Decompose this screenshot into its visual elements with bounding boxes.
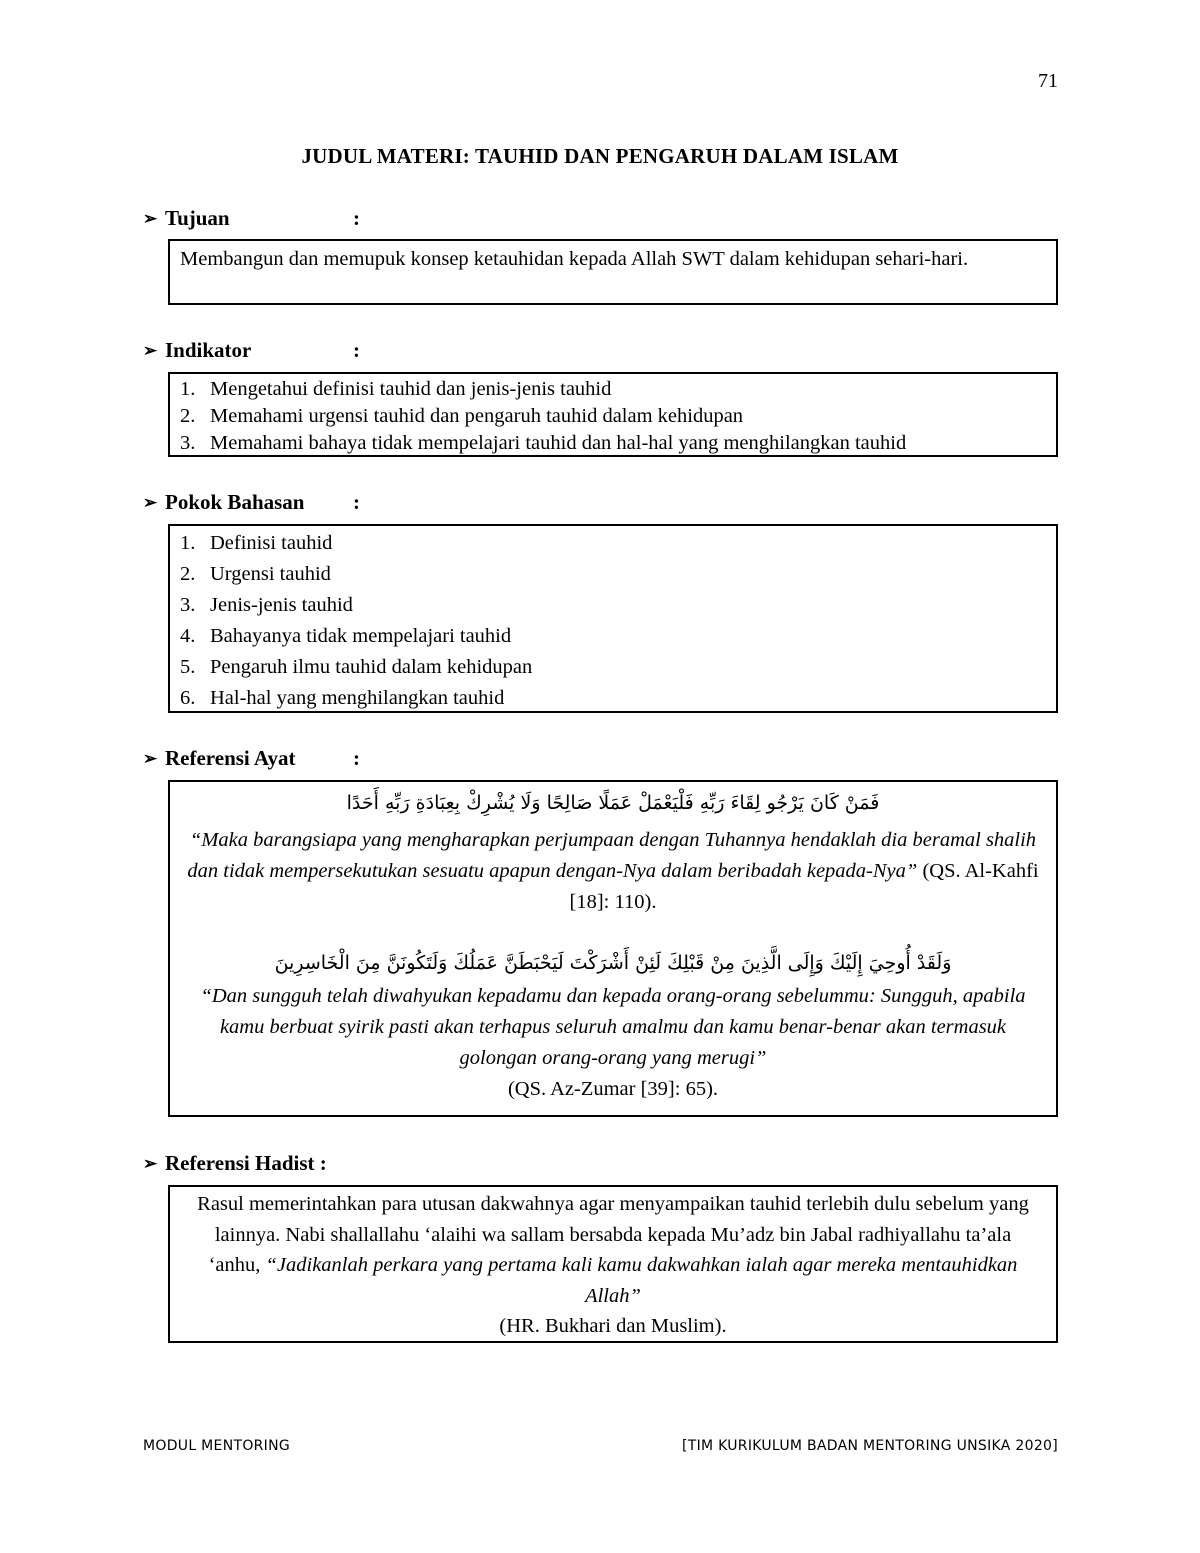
list-item: 5. Pengaruh ilmu tauhid dalam kehidupan xyxy=(180,656,533,678)
section-label: Indikator xyxy=(165,338,252,362)
section-label: Pokok Bahasan xyxy=(165,490,305,514)
section-colon: : xyxy=(353,206,360,230)
section-heading-tujuan xyxy=(143,206,360,231)
section-label: Referensi Ayat xyxy=(165,746,296,770)
list-item: 1. Definisi tauhid xyxy=(180,532,333,554)
ayat-1-arabic: فَمَنْ كَانَ يَرْجُو لِقَاءَ رَبِّهِ فَلْيَعْمَلْ عَمَلًا صَالِحًا وَلَا يُشْرِكْ بِعِبَادَةِ رَبِّهِ أَحَدًا xyxy=(346,792,880,814)
pokok-bahasan-box xyxy=(168,524,1058,713)
arrow-bullet-icon: ➢ xyxy=(143,1153,158,1173)
hadist-text: Rasul memerintahkan para utusan dakwahnya agar menyampaikan tauhid terlebih dulu sebelum yang lainnya. Nabi shallallahu ‘alaihi wa sallam bersabda kepada Mu’adz bin Jabal radhiyallahu ta’ala ‘anhu, xyxy=(197,1193,1029,1276)
hadist-quote: “Jadikanlah perkara yang pertama kali kamu dakwahkan ialah agar mereka mentauhidkan Allah” xyxy=(265,1254,1018,1307)
list-item: 3. Jenis-jenis tauhid xyxy=(180,594,353,616)
arrow-bullet-icon: ➢ xyxy=(143,208,158,228)
footer-left: MODUL MENTORING xyxy=(143,1438,291,1454)
indikator-list xyxy=(180,376,1046,457)
section-heading-referensi-hadist xyxy=(143,1151,327,1176)
ayat-1-translation: “Maka barangsiapa yang mengharapkan perjumpaan dengan Tuhannya hendaklah dia beramal shalih dan tidak mempersekutukan sesuatu apapun dengan-Nya dalam beribadah kepada-Nya” xyxy=(187,829,1037,882)
arrow-bullet-icon: ➢ xyxy=(143,492,158,512)
page-number: 71 xyxy=(1038,70,1058,92)
section-label: Tujuan xyxy=(165,206,230,230)
ayat-2-source: (QS. Az-Zumar [39]: 65). xyxy=(507,1078,719,1100)
referensi-hadist-box xyxy=(168,1185,1058,1343)
section-heading-indikator xyxy=(143,338,360,363)
section-label: Referensi Hadist : xyxy=(165,1151,327,1175)
section-heading-referensi-ayat xyxy=(143,746,360,771)
tujuan-text: Membangun dan memupuk konsep ketauhidan kepada Allah SWT dalam kehidupan sehari-hari. xyxy=(180,248,969,270)
list-item: 2. Urgensi tauhid xyxy=(180,563,331,585)
hadist-text-block xyxy=(188,1189,1038,1311)
list-item: 2. Memahami urgensi tauhid dan pengaruh tauhid dalam kehidupan xyxy=(180,405,744,427)
ayat-2-arabic: وَلَقَدْ أُوحِيَ إِلَيْكَ وَإِلَى الَّذِينَ مِنْ قَبْلِكَ لَئِنْ أَشْرَكْتَ لَيَحْبَطَنَّ عَمَلُكَ وَلَتَكُونَنَّ مِنَ الْخَاسِرِينَ xyxy=(274,952,952,974)
ayat-1-source: (QS. Al-Kahfi [18]: 110). xyxy=(569,860,1039,913)
arrow-bullet-icon: ➢ xyxy=(143,748,158,768)
list-item: 1. Mengetahui definisi tauhid dan jenis-jenis tauhid xyxy=(180,378,612,400)
list-item: 4. Bahayanya tidak mempelajari tauhid xyxy=(180,625,512,647)
section-colon: : xyxy=(353,746,360,770)
section-colon: : xyxy=(353,338,360,362)
list-item: 6. Hal-hal yang menghilangkan tauhid xyxy=(180,687,505,709)
hadist-source: (HR. Bukhari dan Muslim). xyxy=(499,1315,727,1337)
section-colon: : xyxy=(353,490,360,514)
page-title: JUDUL MATERI: TAUHID DAN PENGARUH DALAM ISLAM xyxy=(301,144,899,168)
footer-right: [TIM KURIKULUM BADAN MENTORING UNSIKA 2020] xyxy=(681,1438,1058,1454)
pokok-bahasan-list xyxy=(180,528,1046,714)
section-heading-pokok-bahasan xyxy=(143,490,360,515)
ayat-2-translation: “Dan sungguh telah diwahyukan kepadamu dan kepada orang-orang sebelummu: Sungguh, apabila kamu berbuat syirik pasti akan terhapus seluruh amalmu dan kamu benar-benar akan termasuk golongan orang-orang yang merugi” xyxy=(200,985,1026,1069)
list-item: 3. Memahami bahaya tidak mempelajari tauhid dan hal-hal yang menghilangkan tauhid xyxy=(180,432,907,454)
indikator-box xyxy=(168,372,1058,457)
ayat-1-translation-block xyxy=(186,825,1040,918)
tujuan-box xyxy=(168,239,1058,305)
arrow-bullet-icon: ➢ xyxy=(143,340,158,360)
referensi-ayat-box xyxy=(168,780,1058,1117)
